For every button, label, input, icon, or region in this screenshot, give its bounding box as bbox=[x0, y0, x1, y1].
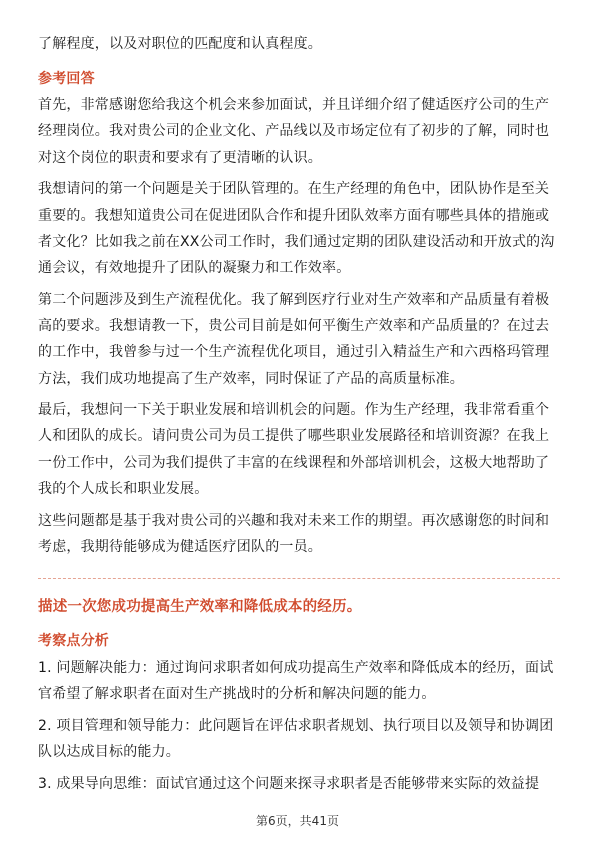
analysis-line: 队以达成目标的能力。 bbox=[38, 744, 180, 760]
reference-line: 最后，我想问一下关于职业发展和培训机会的问题。作为生产经理，我非常看重个 bbox=[38, 402, 550, 418]
reference-line: 经理岗位。我对贵公司的企业文化、产品线以及市场定位有了初步的了解，同时也 bbox=[38, 123, 550, 139]
section-divider bbox=[38, 578, 560, 579]
analysis-line: 官希望了解求职者在面对生产挑战时的分析和解决问题的能力。 bbox=[38, 686, 436, 702]
reference-line: 方法，我们成功地提高了生产效率，同时保证了产品的高质量标准。 bbox=[38, 371, 464, 387]
reference-line: 的工作中，我曾参与过一个生产流程优化项目，通过引入精益生产和六西格玛管理 bbox=[38, 344, 550, 360]
intro-tail: 了解程度，以及对职位的匹配度和认真程度。 bbox=[38, 36, 322, 52]
reference-line: 考虑，我期待能够成为健适医疗团队的一员。 bbox=[38, 539, 322, 555]
reference-line: 我的个人成长和职业发展。 bbox=[38, 481, 209, 497]
reference-line: 人和团队的成长。请问贵公司为员工提供了哪些职业发展路径和培训资源？在我上 bbox=[38, 428, 550, 444]
question-title: 描述一次您成功提高生产效率和降低成本的经历。 bbox=[38, 599, 362, 615]
reference-line: 高的要求。我想请教一下，贵公司目前是如何平衡生产效率和产品质量的？在过去 bbox=[38, 318, 550, 334]
analysis-heading: 考察点分析 bbox=[38, 633, 109, 649]
reference-line: 第二个问题涉及到生产流程优化。我了解到医疗行业对生产效率和产品质量有着极 bbox=[38, 292, 550, 308]
reference-line: 首先，非常感谢您给我这个机会来参加面试，并且详细介绍了健适医疗公司的生产 bbox=[38, 97, 550, 113]
reference-line: 者文化？比如我之前在XX公司工作时，我们通过定期的团队建设活动和开放式的沟 bbox=[38, 234, 555, 250]
reference-line: 通会议，有效地提升了团队的凝聚力和工作效率。 bbox=[38, 260, 351, 276]
reference-line: 一份工作中，公司为我们提供了丰富的在线课程和外部培训机会，这极大地帮助了 bbox=[38, 455, 550, 471]
reference-line: 我想请问的第一个问题是关于团队管理的。在生产经理的角色中，团队协作是至关 bbox=[38, 181, 550, 197]
reference-line: 这些问题都是基于我对贵公司的兴趣和我对未来工作的期望。再次感谢您的时间和 bbox=[38, 513, 550, 529]
reference-line: 对这个岗位的职责和要求有了更清晰的认识。 bbox=[38, 150, 322, 166]
reference-line: 重要的。我想知道贵公司在促进团队合作和提升团队效率方面有哪些具体的措施或 bbox=[38, 208, 550, 224]
analysis-line: 2. 项目管理和领导能力：此问题旨在评估求职者规划、执行项目以及领导和协调团 bbox=[38, 718, 554, 734]
analysis-line: 1. 问题解决能力：通过询问求职者如何成功提高生产效率和降低成本的经历，面试 bbox=[38, 660, 554, 676]
reference-heading: 参考回答 bbox=[38, 71, 95, 87]
analysis-line: 3. 成果导向思维：面试官通过这个问题来探寻求职者是否能够带来实际的效益提 bbox=[38, 776, 540, 792]
page-number: 第6页，共41页 bbox=[256, 814, 339, 828]
